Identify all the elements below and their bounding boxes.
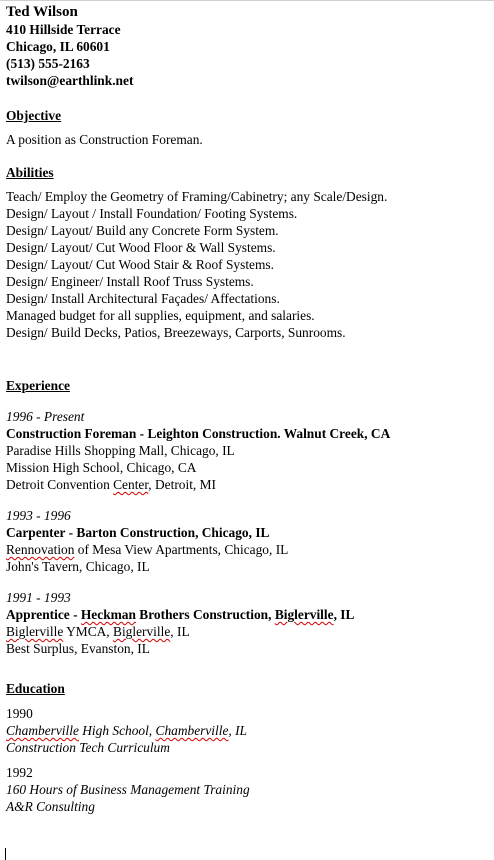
job-title-text: Apprentice - <box>6 607 81 622</box>
job-dates: 1993 - 1996 <box>6 508 71 523</box>
job-project: John's Tavern, Chicago, IL <box>6 559 150 574</box>
experience-section <box>6 377 490 657</box>
ability-item: Design/ Install Architectural Façades/ Affectations. <box>6 291 280 306</box>
education-entry <box>6 705 490 756</box>
text-cursor <box>5 848 6 860</box>
job-entry <box>6 589 490 657</box>
abilities-heading: Abilities <box>6 165 54 180</box>
job-title: Construction Foreman - Leighton Construction. Walnut Creek, CA <box>6 426 391 441</box>
education-section <box>6 680 490 815</box>
ability-item: Teach/ Employ the Geometry of Framing/Cabinetry; any Scale/Design. <box>6 189 388 204</box>
job-title-text: Brothers Construction, <box>135 607 275 622</box>
abilities-section <box>6 164 490 341</box>
job-project-text: , Detroit, MI <box>148 477 216 492</box>
abilities-list <box>6 188 490 341</box>
misspelled-word: Biglerville <box>6 624 64 639</box>
job-title: Carpenter - Barton Construction, Chicago, IL <box>6 525 270 540</box>
job-project-text: , IL <box>170 624 190 639</box>
ability-item: Design/ Layout / Install Foundation/ Footing Systems. <box>6 206 298 221</box>
misspelled-word: Biglerville <box>274 607 334 622</box>
job-project <box>6 476 490 493</box>
job-title <box>6 606 490 623</box>
education-heading: Education <box>6 681 65 696</box>
misspelled-word: Chamberville <box>155 723 229 738</box>
job-project-text: Detroit Convention <box>6 477 114 492</box>
experience-heading: Experience <box>6 378 70 393</box>
ability-item: Design/ Engineer/ Install Roof Truss Systems. <box>6 274 254 289</box>
job-project-text: of Mesa View Apartments, Chicago, IL <box>74 542 289 557</box>
misspelled-word: Heckman <box>80 607 136 622</box>
job-project: Best Surplus, Evanston, IL <box>6 641 150 656</box>
job-project <box>6 623 490 640</box>
education-school-text: , IL <box>228 723 248 738</box>
ability-item: Design/ Layout/ Cut Wood Floor & Wall Systems. <box>6 240 276 255</box>
job-project-text: YMCA, <box>63 624 114 639</box>
objective-section <box>6 107 490 148</box>
objective-heading: Objective <box>6 108 62 123</box>
objective-text: A position as Construction Foreman. <box>6 132 203 147</box>
misspelled-word: Chamberville <box>6 723 79 738</box>
education-provider: A&R Consulting <box>6 799 95 814</box>
misspelled-word: Center <box>113 477 149 492</box>
misspelled-word: Rennovation <box>6 542 75 557</box>
misspelled-word: Biglerville <box>113 624 171 639</box>
job-project: Paradise Hills Shopping Mall, Chicago, IL <box>6 443 235 458</box>
ability-item: Design/ Layout/ Build any Concrete Form System. <box>6 223 279 238</box>
job-dates: 1996 - Present <box>6 409 85 424</box>
ability-item: Managed budget for all supplies, equipment, and salaries. <box>6 308 315 323</box>
education-program: Construction Tech Curriculum <box>6 740 170 755</box>
job-entry <box>6 507 490 575</box>
resume-document[interactable] <box>6 3 490 815</box>
street-address: 410 Hillside Terrace <box>6 22 121 37</box>
phone-number: (513) 555-2163 <box>6 56 90 71</box>
job-dates: 1991 - 1993 <box>6 590 71 605</box>
education-year: 1992 <box>6 765 33 780</box>
page-top-border <box>0 0 494 1</box>
education-entry <box>6 764 490 815</box>
ability-item: Design/ Layout/ Cut Wood Stair & Roof Systems. <box>6 257 274 272</box>
education-program: 160 Hours of Business Management Training <box>6 782 250 797</box>
applicant-name: Ted Wilson <box>6 4 78 20</box>
contact-block <box>6 3 490 89</box>
job-project: Mission High School, Chicago, CA <box>6 460 197 475</box>
education-school-text: High School, <box>78 723 156 738</box>
city-state-zip: Chicago, IL 60601 <box>6 39 110 54</box>
job-project <box>6 541 490 558</box>
job-title-text: , IL <box>333 607 355 622</box>
education-school <box>6 722 490 739</box>
ability-item: Design/ Build Decks, Patios, Breezeways, Carports, Sunrooms. <box>6 325 346 340</box>
email-address: twilson@earthlink.net <box>6 73 134 88</box>
job-entry <box>6 408 490 493</box>
education-year: 1990 <box>6 706 33 721</box>
